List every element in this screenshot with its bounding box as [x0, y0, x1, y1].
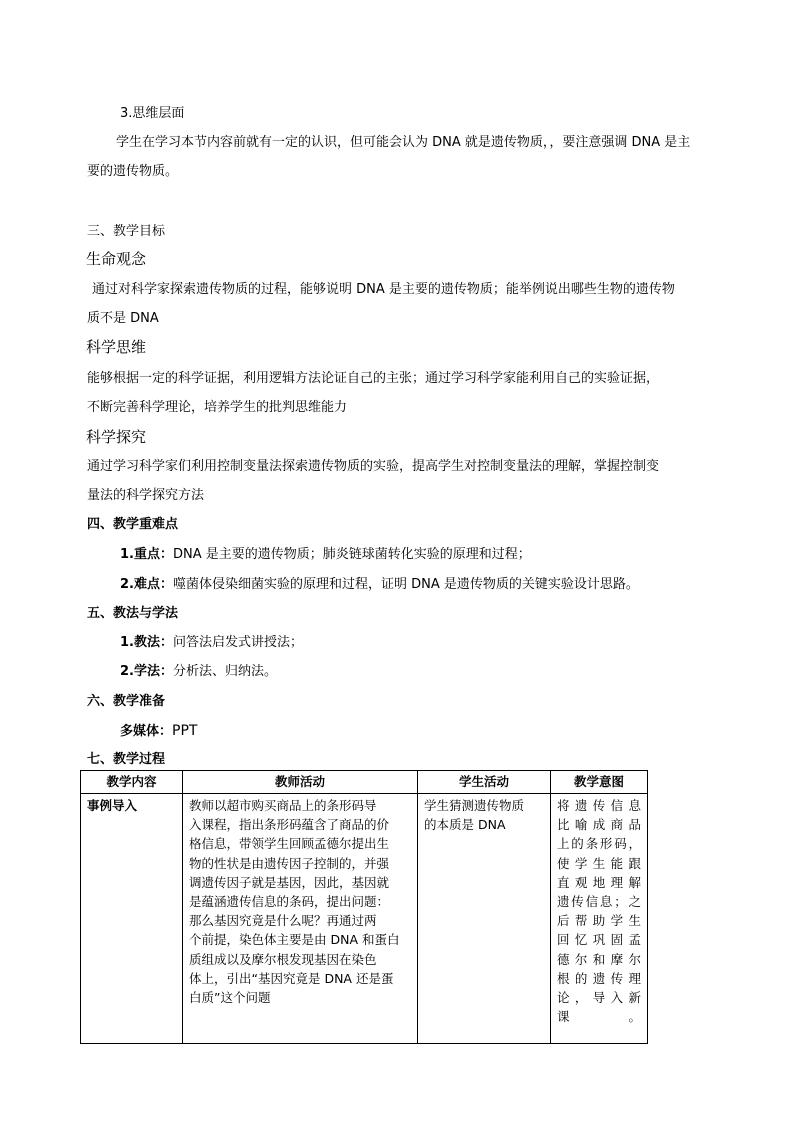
teacher-line: 那么基因究竟是什么呢？再通过两 — [189, 913, 377, 929]
teacher-line: 白质”这个问题 — [189, 990, 271, 1006]
thinking-paragraph-line2: 要的遗传物质。 — [87, 164, 179, 179]
method-item-1-label: 1.教法： — [120, 635, 173, 650]
section-heading-prep: 六、教学准备 — [87, 694, 166, 709]
method-item-2 — [120, 664, 277, 680]
teacher-line: 教师以超市购买商品上的条形码导 — [189, 798, 377, 813]
cell-teacher-activity — [183, 794, 418, 1044]
keypoint-item-2-text: 噬菌体侵染细菌实验的原理和过程，证明 DNA 是遗传物质的关键实验设计思路。 — [172, 577, 639, 592]
teacher-line: 是蕴涵遗传信息的条码，提出问题： — [189, 894, 390, 910]
intent-line: 回忆巩固孟 — [557, 932, 641, 948]
section-heading-thinking: 3.思维层面 — [120, 106, 185, 121]
cell-content: 事例导入 — [81, 794, 183, 1044]
teacher-line: 调遗传因子就是基因，因此，基因就 — [189, 874, 390, 890]
prep-label: 多媒体： — [120, 724, 173, 739]
teacher-line: 格信息，带领学生回顾孟德尔提出生 — [189, 836, 390, 852]
process-table-header-row — [81, 771, 648, 794]
keypoint-item-2 — [120, 577, 639, 593]
intent-line: 后帮助学生 — [557, 913, 641, 929]
header-cell-content: 教学内容 — [81, 771, 183, 794]
goal-science-line2: 不断完善科学理论，培养学生的批判思维能力 — [87, 400, 348, 415]
intent-line: 德尔和摩尔 — [557, 951, 641, 967]
header-cell-intent: 教学意图 — [551, 771, 648, 794]
intent-line: 使学生能跟 — [557, 855, 641, 871]
keypoint-item-1 — [120, 547, 531, 563]
goal-title-inquiry: 科学探究 — [86, 428, 147, 446]
section-heading-methods: 五、教法与学法 — [87, 606, 179, 621]
keypoint-item-1-label: 1.重点： — [120, 547, 173, 562]
process-table — [80, 770, 648, 1044]
goal-title-science: 科学思维 — [86, 338, 147, 356]
prep-item — [120, 723, 197, 740]
header-cell-teacher: 教师活动 — [183, 771, 418, 794]
teacher-line: 个前提，染色体主要是由 DNA 和蛋白 — [189, 932, 400, 948]
intent-line: 比喻成商品 — [557, 817, 641, 833]
student-line: 的本质是 DNA — [424, 817, 506, 833]
goal-inquiry-line2: 量法的科学探究方法 — [87, 488, 205, 503]
teacher-line: 入课程，指出条形码蕴含了商品的价 — [189, 817, 390, 833]
intent-line: 将遗传信息 — [557, 798, 641, 813]
goal-science-line1: 能够根据一定的科学证据，利用逻辑方法论证自己的主张；通过学习科学家能利用自己的实验证据， — [87, 371, 660, 386]
section-heading-goals: 三、教学目标 — [87, 224, 166, 239]
goal-life-line1: 通过对科学家探索遗传物质的过程，能够说明 DNA 是主要的遗传物质；能举例说出哪些生物的遗传物 — [92, 282, 675, 297]
intent-line: 根的遗传理 — [557, 970, 641, 986]
method-item-1 — [120, 635, 303, 651]
intent-line: 上的条形码， — [557, 836, 641, 852]
teacher-line: 物的性状是由遗传因子控制的，并强 — [189, 855, 390, 871]
keypoint-item-2-label: 2.难点： — [120, 577, 173, 592]
goal-life-line2: 质不是 DNA — [87, 311, 159, 326]
goal-title-life: 生命观念 — [86, 250, 147, 268]
table-row — [81, 794, 648, 1044]
method-item-2-label: 2.学法： — [120, 664, 173, 679]
method-item-1-text: 问答法启发式讲授法； — [172, 635, 303, 650]
intent-line: 直观地理解 — [557, 874, 641, 890]
section-heading-process: 七、教学过程 — [87, 752, 166, 767]
thinking-paragraph-line1: 学生在学习本节内容前就有一定的认识，但可能会认为 DNA 就是遗传物质，，要注意强调 DNA 是主 — [116, 135, 691, 150]
header-cell-student: 学生活动 — [418, 771, 551, 794]
teacher-line: 质组成以及摩尔根发现基因在染色 — [189, 951, 377, 967]
cell-student-activity — [418, 794, 551, 1044]
method-item-2-text: 分析法、归纳法。 — [172, 664, 277, 679]
intent-line: 论，导入新课。 — [557, 990, 641, 1025]
teacher-line: 体上，引出“基因究竟是 DNA 还是蛋 — [189, 970, 394, 986]
section-heading-keypoints: 四、教学重难点 — [87, 517, 179, 532]
keypoint-item-1-text: DNA 是主要的遗传物质；肺炎链球菌转化实验的原理和过程； — [172, 547, 531, 562]
intent-line: 遗传信息；之 — [557, 894, 641, 910]
goal-inquiry-line1: 通过学习科学家们利用控制变量法探索遗传物质的实验，提高学生对控制变量法的理解，掌握控制变 — [87, 459, 660, 474]
cell-teaching-intent — [551, 794, 648, 1044]
student-line: 学生猜测遗传物质 — [424, 798, 525, 813]
prep-value: PPT — [172, 723, 198, 739]
